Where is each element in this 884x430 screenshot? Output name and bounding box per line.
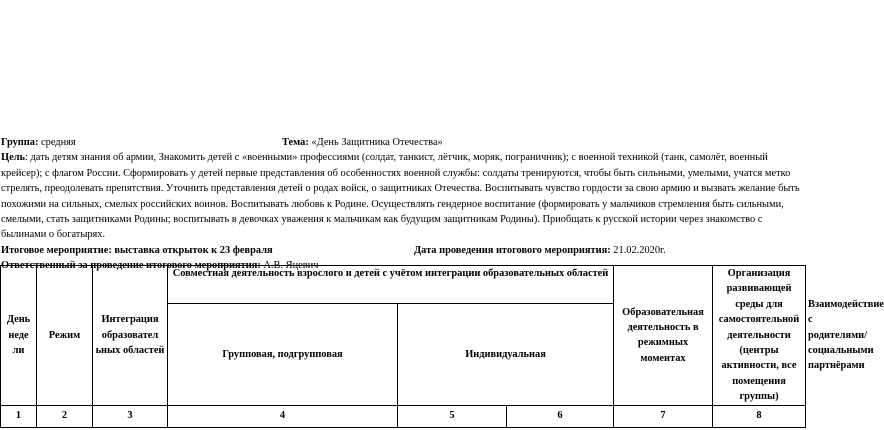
header-moments: Образовательная деятельность в режимных моментах	[614, 266, 713, 406]
header-integration: Интеграция образовател ьных областей	[93, 266, 168, 406]
group-value: средняя	[38, 137, 76, 148]
final-event-line	[1, 243, 801, 258]
final-date-label: Дата проведения итогового мероприятия:	[414, 244, 611, 256]
header-row-1: День неде ли Режим Интеграция образовател ьных областей Совместная деятельность взрослого и детей с учётом интеграции образовательных областей Образовательная деятельность в режимных моментах Организация развивающей среды для самостоятельной деятельности (центры активности, все помещения группы) Взаимодействие с родителями/ социальными партнёрами	[1, 266, 806, 304]
col-number: 1	[1, 405, 37, 427]
number-row	[1, 405, 806, 427]
goal-paragraph	[1, 150, 801, 242]
theme-value: «День Защитника Отечества»	[308, 137, 443, 148]
col-number: 4	[168, 405, 398, 427]
final-event-label: Итоговое мероприятие: выставка открыток к 23 февраля	[1, 244, 273, 256]
responsible-value: А.В. Яцевич	[260, 260, 319, 272]
col-number: 8	[713, 405, 806, 427]
goal-label: Цель	[1, 152, 26, 164]
goal-text: : дать детям знания об армии, Знакомить детей с «военными» профессиями (солдат, танкист, лётчик, моряк, пограничник); с военной техникой (танк, самолёт, военный крейсер); с флагом России. Сформировать у детей первые представления об особенностях военной службы: солдаты тренируются, чтобы быть сильными, умелыми, учатся метко стрелять, преодолевать препятствия. Уточнить представления детей о родах войск, о защитниках Отечества. Воспитывать чувство гордости за свою армию и вызвать желание быть похожими на сильных, смелых российских воинов. Воспитывать любовь к Родине. Осуществлять гендерное воспитание (формировать у мальчиков стремления быть сильными, смелыми, стать защитниками Родины; воспитывать в девочках уважения к мальчикам как будущим защитникам Родины). Приобщать к русской истории через знакомство с былинами о богатырях.	[1, 152, 800, 241]
header-individual: Индивидуальная	[398, 304, 614, 405]
theme-label: Тема:	[282, 137, 309, 148]
group-field	[1, 135, 76, 150]
plan-table	[0, 265, 884, 428]
header-joint-activity: Совместная деятельность взрослого и детей с учётом интеграции образовательных областей	[168, 266, 614, 304]
header-environment: Организация развивающей среды для самостоятельной деятельности (центры активности, все помещения группы)	[713, 266, 806, 406]
col-number: 2	[37, 405, 93, 427]
col-number: 6	[507, 405, 614, 427]
responsible-label: Ответственный за проведение итогового мероприятия:	[1, 260, 261, 272]
header-day: День неде ли	[1, 266, 37, 406]
col-number: 5	[398, 405, 507, 427]
group-label: Группа:	[1, 137, 39, 148]
header-regime: Режим	[37, 266, 93, 406]
group-theme-line	[1, 135, 801, 150]
theme-field	[282, 135, 443, 150]
header-group: Групповая, подгрупповая	[168, 304, 398, 405]
plan-info-block	[1, 135, 801, 274]
final-date-field	[414, 243, 666, 258]
col-number: 7	[614, 405, 713, 427]
col-number: 3	[93, 405, 168, 427]
final-date-value: 21.02.2020г.	[610, 244, 666, 256]
